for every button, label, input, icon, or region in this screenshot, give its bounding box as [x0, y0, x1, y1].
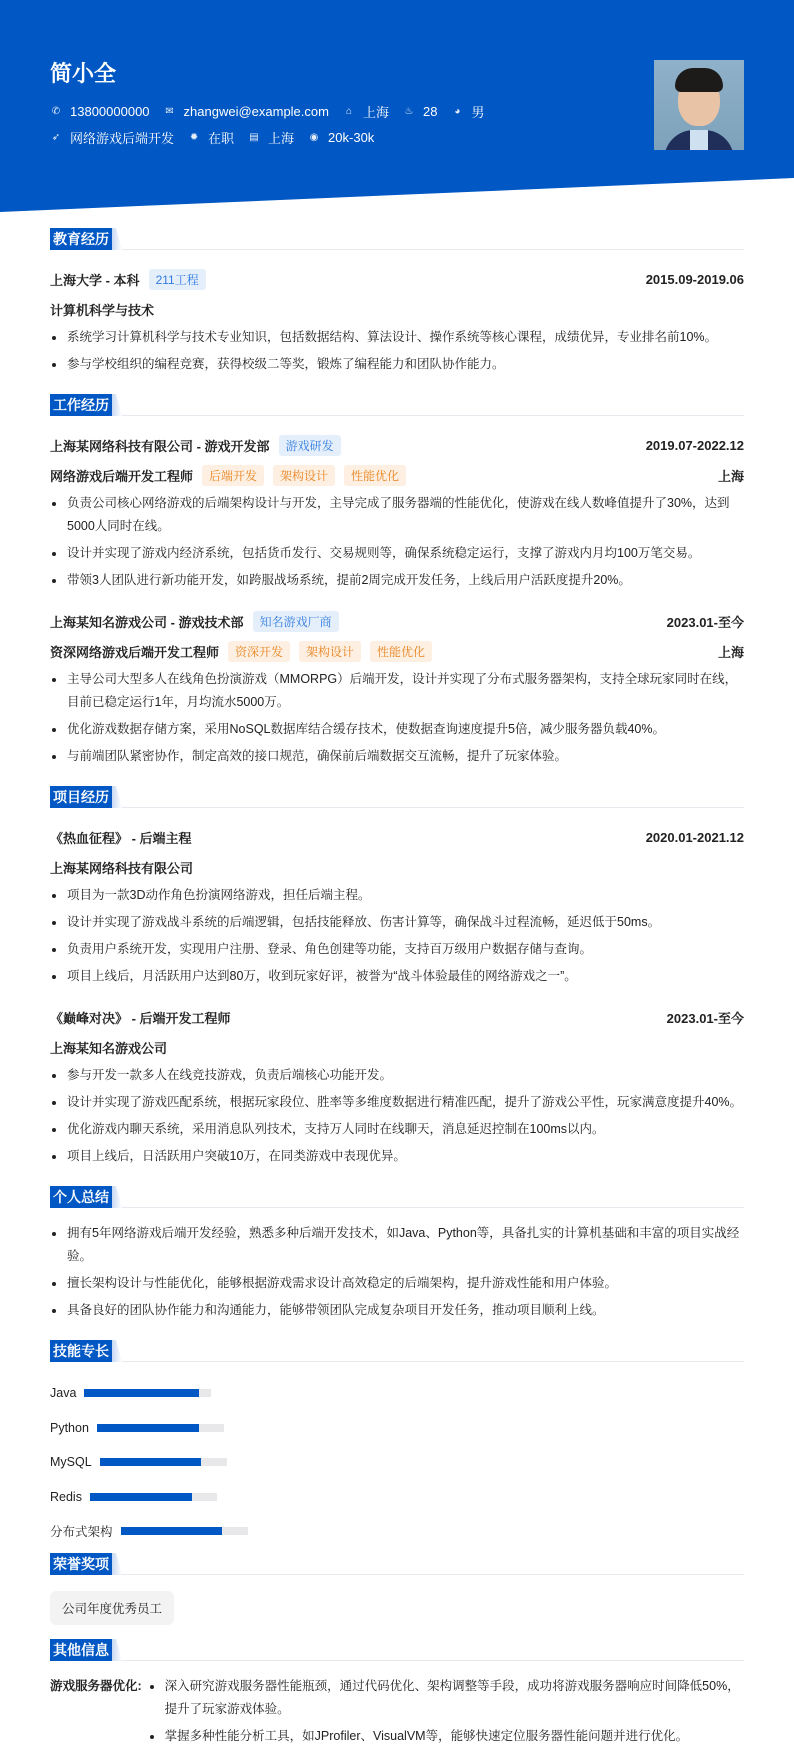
list-item: 项目上线后，日活跃用户突破10万，在同类游戏中表现优异。 [50, 1145, 744, 1168]
section-work [50, 394, 744, 416]
section-education [50, 228, 744, 250]
list-item: 设计并实现了游戏匹配系统，根据玩家段位、胜率等多维度数据进行精准匹配，提升了游戏公平性，玩家满意度提升40%。 [50, 1091, 744, 1114]
list-item: 设计并实现了游戏战斗系统的后端逻辑，包括技能释放、伤害计算等，确保战斗过程流畅，延迟低于50ms。 [50, 911, 744, 934]
skill-bar [97, 1424, 224, 1432]
project-date: 2023.01-至今 [666, 1010, 744, 1026]
cake-icon: ♨ [404, 106, 414, 117]
mail-icon: ✉ [165, 106, 174, 117]
project-item [50, 1002, 744, 1168]
skill-item [50, 1514, 744, 1549]
skill-tag: 资深开发 [228, 641, 290, 662]
role: 资深网络游戏后端开发工程师 [50, 644, 220, 660]
school-tag: 211工程 [149, 269, 206, 290]
skill-bar-fill [100, 1458, 202, 1466]
skill-bar [100, 1458, 227, 1466]
email: zhangwei@example.com [183, 104, 329, 119]
project-date: 2020.01-2021.12 [645, 829, 744, 845]
job-status: 在职 [208, 131, 235, 146]
building-icon: ▤ [249, 132, 259, 143]
skill-tag: 架构设计 [299, 641, 361, 662]
work-date: 2019.07-2022.12 [645, 437, 744, 453]
avatar-photo [654, 60, 744, 150]
age: 28 [422, 104, 438, 119]
section-title: 技能专长 [50, 1340, 112, 1362]
phone: 13800000000 [70, 104, 150, 119]
section-skills [50, 1340, 744, 1362]
skill-bar [84, 1389, 211, 1397]
work-item [50, 606, 744, 768]
skill-tag: 架构设计 [273, 465, 335, 486]
list-item: 参与学校组织的编程竞赛，获得校级二等奖，锻炼了编程能力和团队协作能力。 [50, 353, 744, 376]
skill-item [50, 1480, 744, 1515]
send-icon: ➶ [51, 132, 61, 143]
list-item: 负责用户系统开发，实现用户注册、登录、角色创建等功能，支持百万级用户数据存储与查询。 [50, 938, 744, 961]
major [50, 294, 744, 324]
gender-icon: ◕ [454, 106, 461, 117]
target-city: 上海 [268, 131, 295, 146]
contact-row [50, 102, 498, 121]
list-item: 项目上线后，月活跃用户达到80万，收到玩家好评，被誉为“战斗体验最佳的网络游戏之一”。 [50, 965, 744, 988]
work-city: 上海 [717, 468, 744, 484]
skill-tag: 性能优化 [370, 641, 432, 662]
skill-name: MySQL [50, 1455, 92, 1470]
section-title: 工作经历 [50, 394, 112, 416]
company: 上海某网络科技有限公司 - 游戏开发部 [50, 438, 270, 454]
list-item: 与前端团队紧密协作，制定高效的接口规范，确保前后端数据交互流畅，提升了玩家体验。 [50, 745, 744, 768]
list-item: 擅长架构设计与性能优化，能够根据游戏需求设计高效稳定的后端架构，提升游戏性能和用户体验。 [50, 1272, 744, 1295]
project-item [50, 822, 744, 988]
edu-date: 2015.09-2019.06 [645, 271, 744, 287]
section-summary [50, 1186, 744, 1208]
skill-bar [121, 1527, 248, 1535]
list-item: 参与开发一款多人在线竞技游戏，负责后端核心功能开发。 [50, 1064, 744, 1087]
section-title: 荣誉奖项 [50, 1553, 112, 1575]
skill-item [50, 1376, 744, 1411]
skill-name: Redis [50, 1489, 82, 1504]
location-icon: ◉ [309, 132, 319, 143]
section-awards [50, 1553, 744, 1575]
section-title: 其他信息 [50, 1639, 112, 1661]
section-title: 个人总结 [50, 1186, 112, 1208]
skill-name: Python [50, 1420, 89, 1435]
skill-name: 分布式架构 [50, 1525, 113, 1540]
major-text: 计算机科学与技术 [50, 302, 155, 318]
skills-list [50, 1376, 744, 1549]
work-item [50, 430, 744, 592]
company: 上海某知名游戏公司 - 游戏技术部 [50, 614, 244, 630]
section-projects [50, 786, 744, 808]
list-item: 深入研究游戏服务器性能瓶颈，通过代码优化、架构调整等手段，成功将游戏服务器响应时间降低50%，提升了玩家游戏体验。 [148, 1675, 744, 1721]
skill-bar-fill [97, 1424, 199, 1432]
skill-bar [90, 1493, 217, 1501]
other-label: 游戏服务器优化: [50, 1678, 142, 1693]
role: 网络游戏后端开发工程师 [50, 468, 194, 484]
section-other [50, 1639, 744, 1661]
section-title: 教育经历 [50, 228, 112, 250]
hometown: 上海 [362, 105, 389, 120]
resume-body [50, 228, 744, 1752]
list-item: 项目为一款3D动作角色扮演网络游戏，担任后端主程。 [50, 884, 744, 907]
project-name: 《热血征程》 - 后端主程 [50, 830, 192, 846]
section-title: 项目经历 [50, 786, 112, 808]
salary: 20k-30k [328, 130, 375, 145]
list-item: 设计并实现了游戏内经济系统，包括货币发行、交易规则等，确保系统稳定运行，支撑了游戏内月均100万笔交易。 [50, 542, 744, 565]
education-row [50, 264, 744, 294]
list-item: 具备良好的团队协作能力和沟通能力，能够带领团队完成复杂项目开发任务，推动项目顺利上线。 [50, 1299, 744, 1322]
list-item: 负责公司核心网络游戏的后端架构设计与开发，主导完成了服务器端的性能优化，使游戏在线人数峰值提升了30%，达到5000人同时在线。 [50, 492, 744, 538]
skill-tag: 性能优化 [344, 465, 406, 486]
company-tag: 游戏研发 [279, 435, 341, 456]
home-icon: ⌂ [345, 106, 352, 117]
skill-name: Java [50, 1386, 77, 1401]
gender: 男 [471, 105, 485, 120]
skill-item [50, 1445, 744, 1480]
work-city: 上海 [717, 644, 744, 660]
skill-bar-fill [90, 1493, 192, 1501]
edu-bullets [50, 326, 744, 376]
job-row [50, 128, 388, 147]
other-info [50, 1675, 744, 1752]
list-item: 优化游戏数据存储方案，采用NoSQL数据库结合缓存技术，使数据查询速度提升5倍，减少服务器负载40%。 [50, 718, 744, 741]
award-badge: 公司年度优秀员工 [50, 1591, 174, 1625]
project-company: 上海某知名游戏公司 [50, 1040, 168, 1056]
school: 上海大学 - 本科 [50, 272, 140, 288]
project-company: 上海某网络科技有限公司 [50, 860, 194, 876]
list-item: 拥有5年网络游戏后端开发经验，熟悉多种后端开发技术，如Java、Python等，具备扎实的计算机基础和丰富的项目实战经验。 [50, 1222, 744, 1268]
list-item: 掌握多种性能分析工具，如JProfiler、VisualVM等，能够快速定位服务器性能问题并进行优化。 [148, 1725, 744, 1748]
company-tag: 知名游戏厂商 [253, 611, 339, 632]
skill-item [50, 1411, 744, 1446]
skill-tag: 后端开发 [202, 465, 264, 486]
list-item: 主导公司大型多人在线角色扮演游戏（MMORPG）后端开发，设计并实现了分布式服务器架构，支持全球玩家同时在线，目前已稳定运行1年，月均流水5000万。 [50, 668, 744, 714]
work-date: 2023.01-至今 [666, 614, 744, 630]
job-intention: 网络游戏后端开发 [70, 131, 175, 146]
candidate-name: 简小全 [50, 61, 117, 86]
skill-bar-fill [84, 1389, 198, 1397]
list-item: 优化游戏内聊天系统，采用消息队列技术，支持万人同时在线聊天，消息延迟控制在100ms以内。 [50, 1118, 744, 1141]
project-name: 《巅峰对决》 - 后端开发工程师 [50, 1010, 231, 1026]
list-item: 系统学习计算机科学与技术专业知识，包括数据结构、算法设计、操作系统等核心课程，成绩优异，专业排名前10%。 [50, 326, 744, 349]
status-icon: ✹ [189, 132, 199, 143]
phone-icon: ✆ [51, 106, 61, 117]
skill-bar-fill [121, 1527, 223, 1535]
list-item: 带领3人团队进行新功能开发，如跨服战场系统，提前2周完成开发任务，上线后用户活跃度提升20%。 [50, 569, 744, 592]
